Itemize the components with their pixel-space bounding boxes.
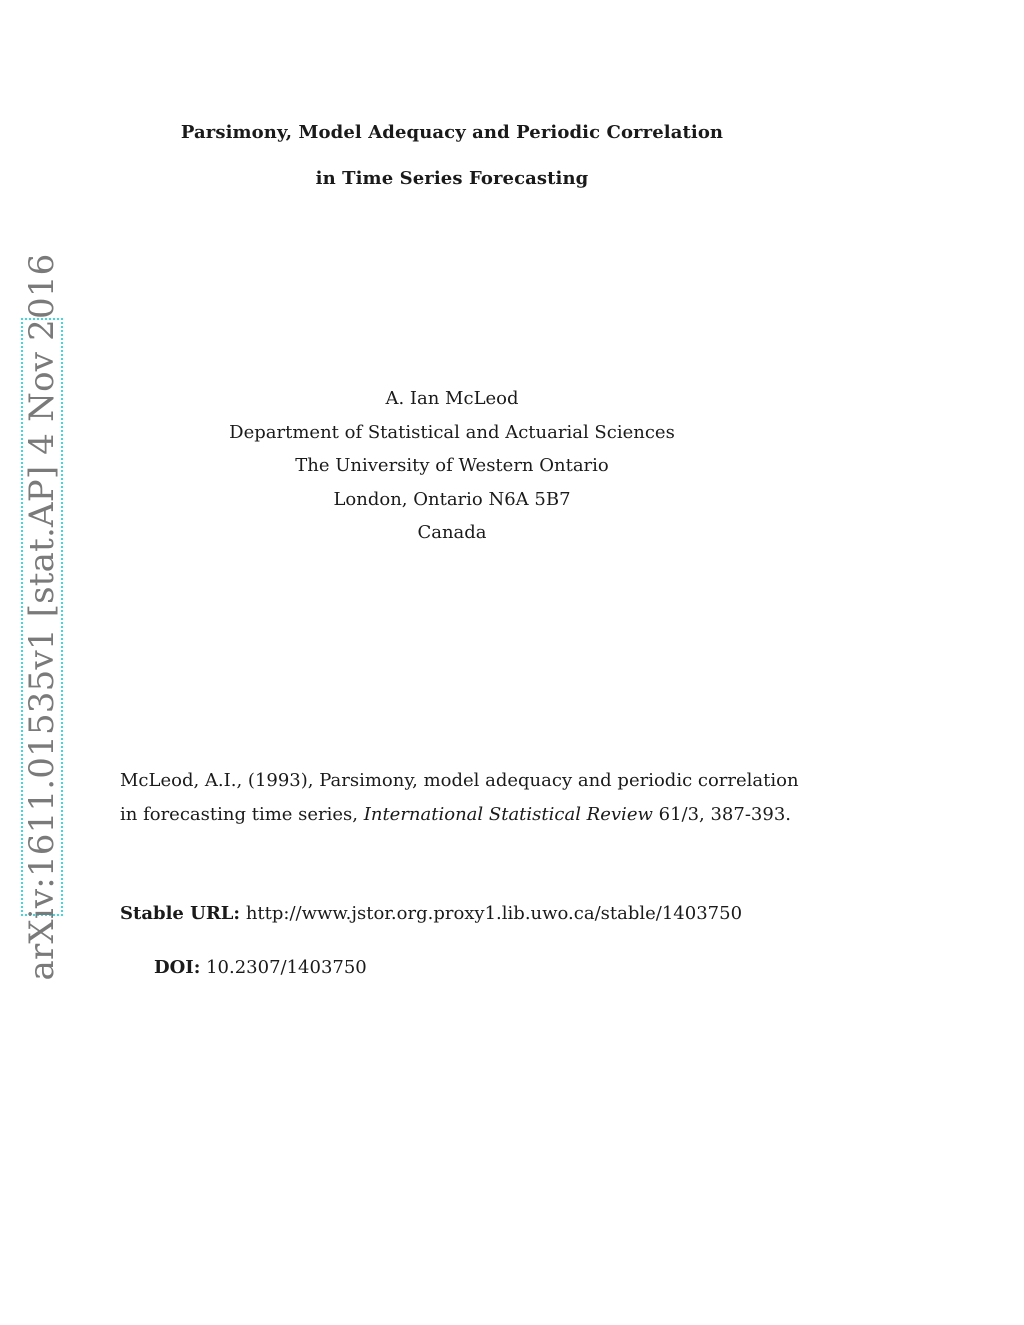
author-department: Department of Statistical and Actuarial Sciences — [229, 421, 675, 443]
arxiv-identifier[interactable]: arXiv:1611.01535v1 [stat.AP] 4 Nov 2016 — [22, 253, 62, 981]
citation-journal: International Statistical Review — [363, 803, 653, 825]
paper-title-line-1: Parsimony, Model Adequacy and Periodic Correlation — [180, 122, 724, 143]
citation-line-1: McLeod, A.I., (1993), Parsimony, model adequacy and periodic correlation — [120, 770, 799, 791]
stable-url-row — [120, 903, 742, 924]
author-university: The University of Western Ontario — [295, 455, 609, 476]
stable-url-label: Stable URL: — [120, 903, 241, 924]
doi-row — [154, 957, 367, 978]
author-name: A. Ian McLeod — [385, 388, 519, 409]
author-block — [0, 382, 904, 550]
author-city: London, Ontario N6A 5B7 — [333, 488, 571, 510]
citation-line-2 — [120, 798, 840, 832]
paper-title-line-2: in Time Series Forecasting — [315, 168, 589, 189]
citation-block — [120, 764, 840, 831]
doi-value[interactable]: 10.2307/1403750 — [206, 957, 367, 978]
author-country: Canada — [417, 522, 487, 543]
citation-suffix: 61/3, 387-393. — [652, 803, 791, 825]
doi-label: DOI: — [154, 957, 201, 978]
stable-url-link[interactable]: http://www.jstor.org.proxy1.lib.uwo.ca/stable/1403750 — [245, 903, 743, 924]
citation-prefix: in forecasting time series, — [120, 803, 364, 825]
